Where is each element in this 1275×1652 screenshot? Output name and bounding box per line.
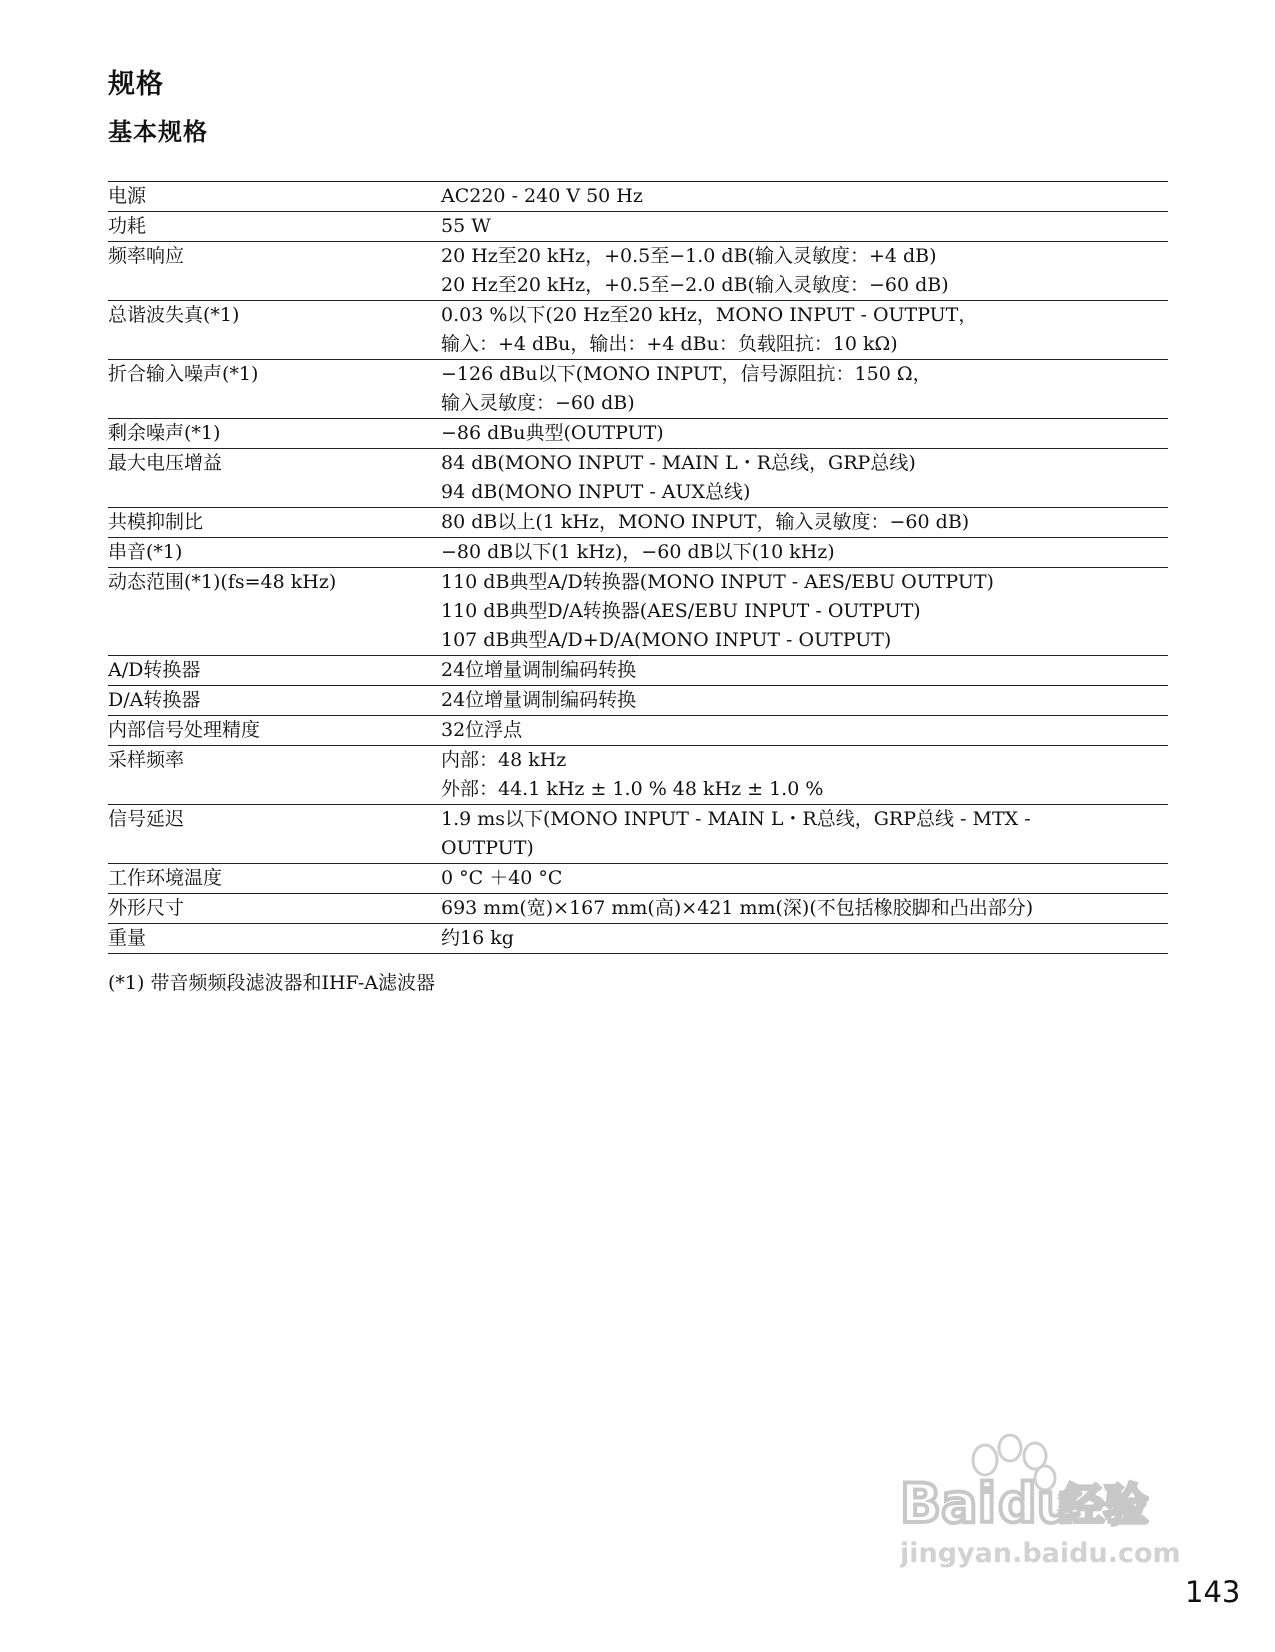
spec-value [441,805,1168,863]
spec-value-line: 55 W [441,215,491,237]
page-number: 143 [1185,1575,1241,1609]
spec-row [108,242,1168,301]
spec-value-line: 20 Hz至20 kHz，+0.5至−1.0 dB(输入灵敏度：+4 dB) [441,245,937,267]
spec-value-line: 24位增量调制编码转换 [441,689,637,711]
spec-label: 共模抑制比 [108,511,204,533]
baidu-watermark-logo [900,1430,1200,1570]
spec-value-line: OUTPUT) [441,837,534,859]
spec-value [441,212,1168,241]
spec-row [108,449,1168,508]
spec-value [441,360,1168,418]
spec-value [441,182,1168,211]
spec-value-line: 约16 kg [441,927,514,949]
spec-label: A/D转换器 [108,659,201,681]
spec-row [108,212,1168,242]
spec-label: 工作环境温度 [108,867,223,889]
spec-label: D/A转换器 [108,689,201,711]
spec-label: 频率响应 [108,245,185,267]
spec-value-line: AC220 - 240 V 50 Hz [441,185,643,207]
spec-value-line: 110 dB典型D/A转换器(AES/EBU INPUT - OUTPUT) [441,600,921,622]
spec-row [108,746,1168,805]
spec-value-line: 32位浮点 [441,719,523,741]
spec-label: 剩余噪声(*1) [108,422,221,444]
spec-label: 功耗 [108,215,147,237]
spec-label: 串音(*1) [108,541,183,563]
svg-text:Bai: Bai [900,1472,997,1535]
spec-label: 信号延迟 [108,808,185,830]
spec-row [108,419,1168,449]
spec-value-line: 107 dB典型A/D+D/A(MONO INPUT - OUTPUT) [441,629,892,651]
spec-value-line: 0.03 %以下(20 Hz至20 kHz，MONO INPUT - OUTPUT， [441,304,978,326]
spec-value-line: 80 dB以上(1 kHz，MONO INPUT，输入灵敏度：−60 dB) [441,511,970,533]
spec-row [108,805,1168,864]
spec-value [441,924,1168,953]
spec-value [441,419,1168,448]
spec-value [441,301,1168,359]
spec-value-line: 20 Hz至20 kHz，+0.5至−2.0 dB(输入灵敏度：−60 dB) [441,274,949,296]
spec-row [108,656,1168,686]
spec-row [108,301,1168,360]
spec-value-line: 输入：+4 dBu，输出：+4 dBu：负载阻抗：10 kΩ) [441,333,898,355]
page-title: 规格 [108,69,164,100]
spec-label: 电源 [108,185,147,207]
spec-row [108,686,1168,716]
spec-label: 重量 [108,927,147,949]
spec-label: 动态范围(*1)(fs=48 kHz) [108,571,337,593]
svg-text:du: du [998,1472,1076,1535]
spec-row [108,508,1168,538]
spec-value [441,568,1168,655]
spec-label: 最大电压增益 [108,452,223,474]
spec-value [441,538,1168,567]
footnote: (*1) 带音频频段滤波器和IHF-A滤波器 [108,972,435,994]
spec-label: 总谐波失真(*1) [108,304,240,326]
spec-label: 外形尺寸 [108,897,185,919]
spec-value-line: −80 dB以下(1 kHz)，−60 dB以下(10 kHz) [441,541,835,563]
spec-value-line: 84 dB(MONO INPUT - MAIN L・R总线，GRP总线) [441,452,916,474]
spec-value-line: 94 dB(MONO INPUT - AUX总线) [441,481,751,503]
spec-value-line: −86 dBu典型(OUTPUT) [441,422,664,444]
spec-value [441,656,1168,685]
spec-value [441,746,1168,804]
spec-value [441,508,1168,537]
spec-table [108,181,1168,954]
spec-value-line: 110 dB典型A/D转换器(MONO INPUT - AES/EBU OUTPUT) [441,571,994,593]
spec-row [108,924,1168,954]
spec-value-line: −126 dBu以下(MONO INPUT，信号源阻抗：150 Ω， [441,363,932,385]
spec-label: 采样频率 [108,749,185,771]
spec-label: 内部信号处理精度 [108,719,261,741]
spec-value-line: 输入灵敏度：−60 dB) [441,392,635,414]
spec-value [441,716,1168,745]
spec-row [108,864,1168,894]
spec-row [108,360,1168,419]
spec-label: 折合输入噪声(*1) [108,363,259,385]
spec-value-line: 1.9 ms以下(MONO INPUT - MAIN L・R总线，GRP总线 - MTX - [441,808,1031,830]
spec-row [108,894,1168,924]
spec-value [441,864,1168,893]
spec-row [108,568,1168,656]
spec-value [441,894,1168,923]
spec-value [441,686,1168,715]
spec-value-line: 24位增量调制编码转换 [441,659,637,681]
spec-value [441,449,1168,507]
spec-row [108,182,1168,212]
spec-row [108,538,1168,568]
spec-row [108,716,1168,746]
spec-value-line: 外部：44.1 kHz ± 1.0 % 48 kHz ± 1.0 % [441,778,824,800]
svg-text:经验: 经验 [1060,1480,1148,1531]
svg-text:jingyan.baidu.com: jingyan.baidu.com [900,1538,1181,1569]
spec-value-line: 0 °C ＋40 °C [441,867,563,889]
spec-value-line: 内部：48 kHz [441,749,567,771]
section-title: 基本规格 [108,118,208,146]
spec-value [441,242,1168,300]
spec-value-line: 693 mm(宽)×167 mm(高)×421 mm(深)(不包括橡胶脚和凸出部分) [441,897,1034,919]
